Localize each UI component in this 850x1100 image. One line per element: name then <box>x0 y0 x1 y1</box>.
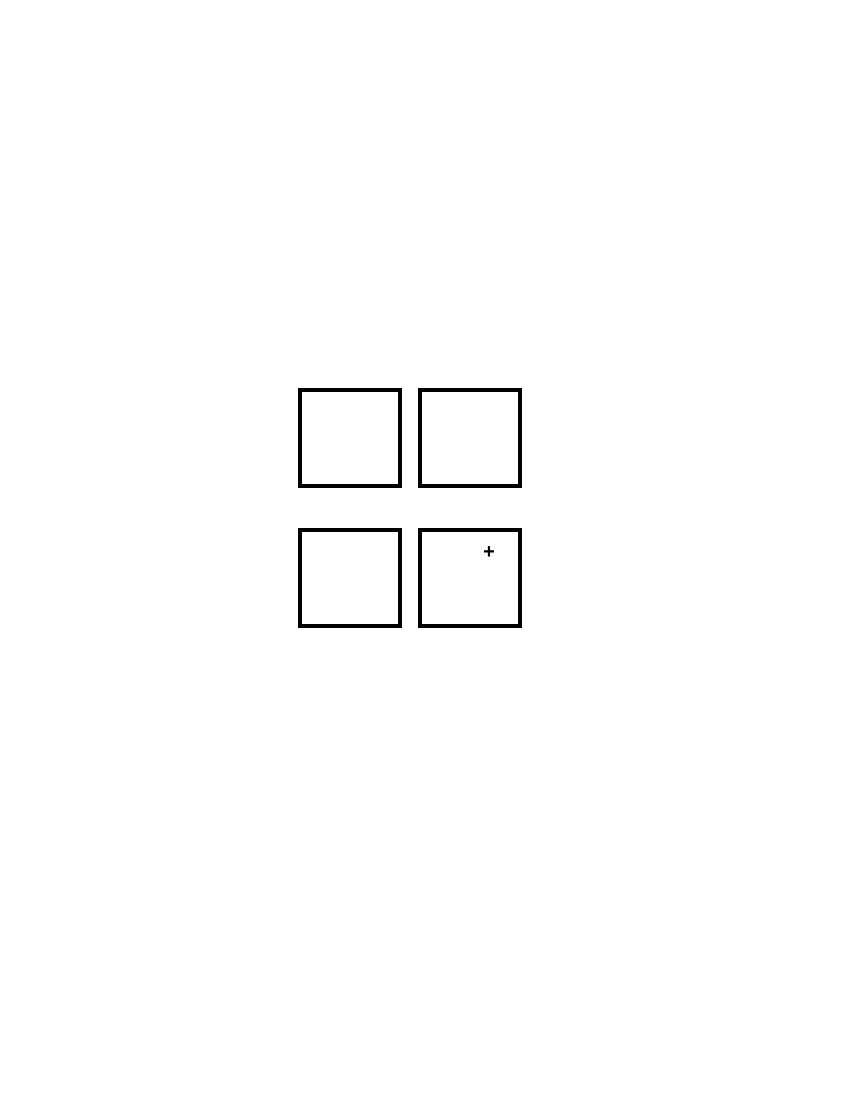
contour-frame-and-ticks <box>290 662 540 912</box>
particle-motion-corrected <box>422 532 518 624</box>
seismogram-traces-plot <box>290 160 525 310</box>
particle-motion-cross-marker: + <box>483 541 495 563</box>
particle-motion-box-corrected <box>418 528 522 628</box>
particle-motion-original <box>302 532 398 624</box>
contour-y-axis-title <box>242 694 262 882</box>
particle-motion-box-original <box>298 528 402 628</box>
time-axis <box>285 318 525 340</box>
